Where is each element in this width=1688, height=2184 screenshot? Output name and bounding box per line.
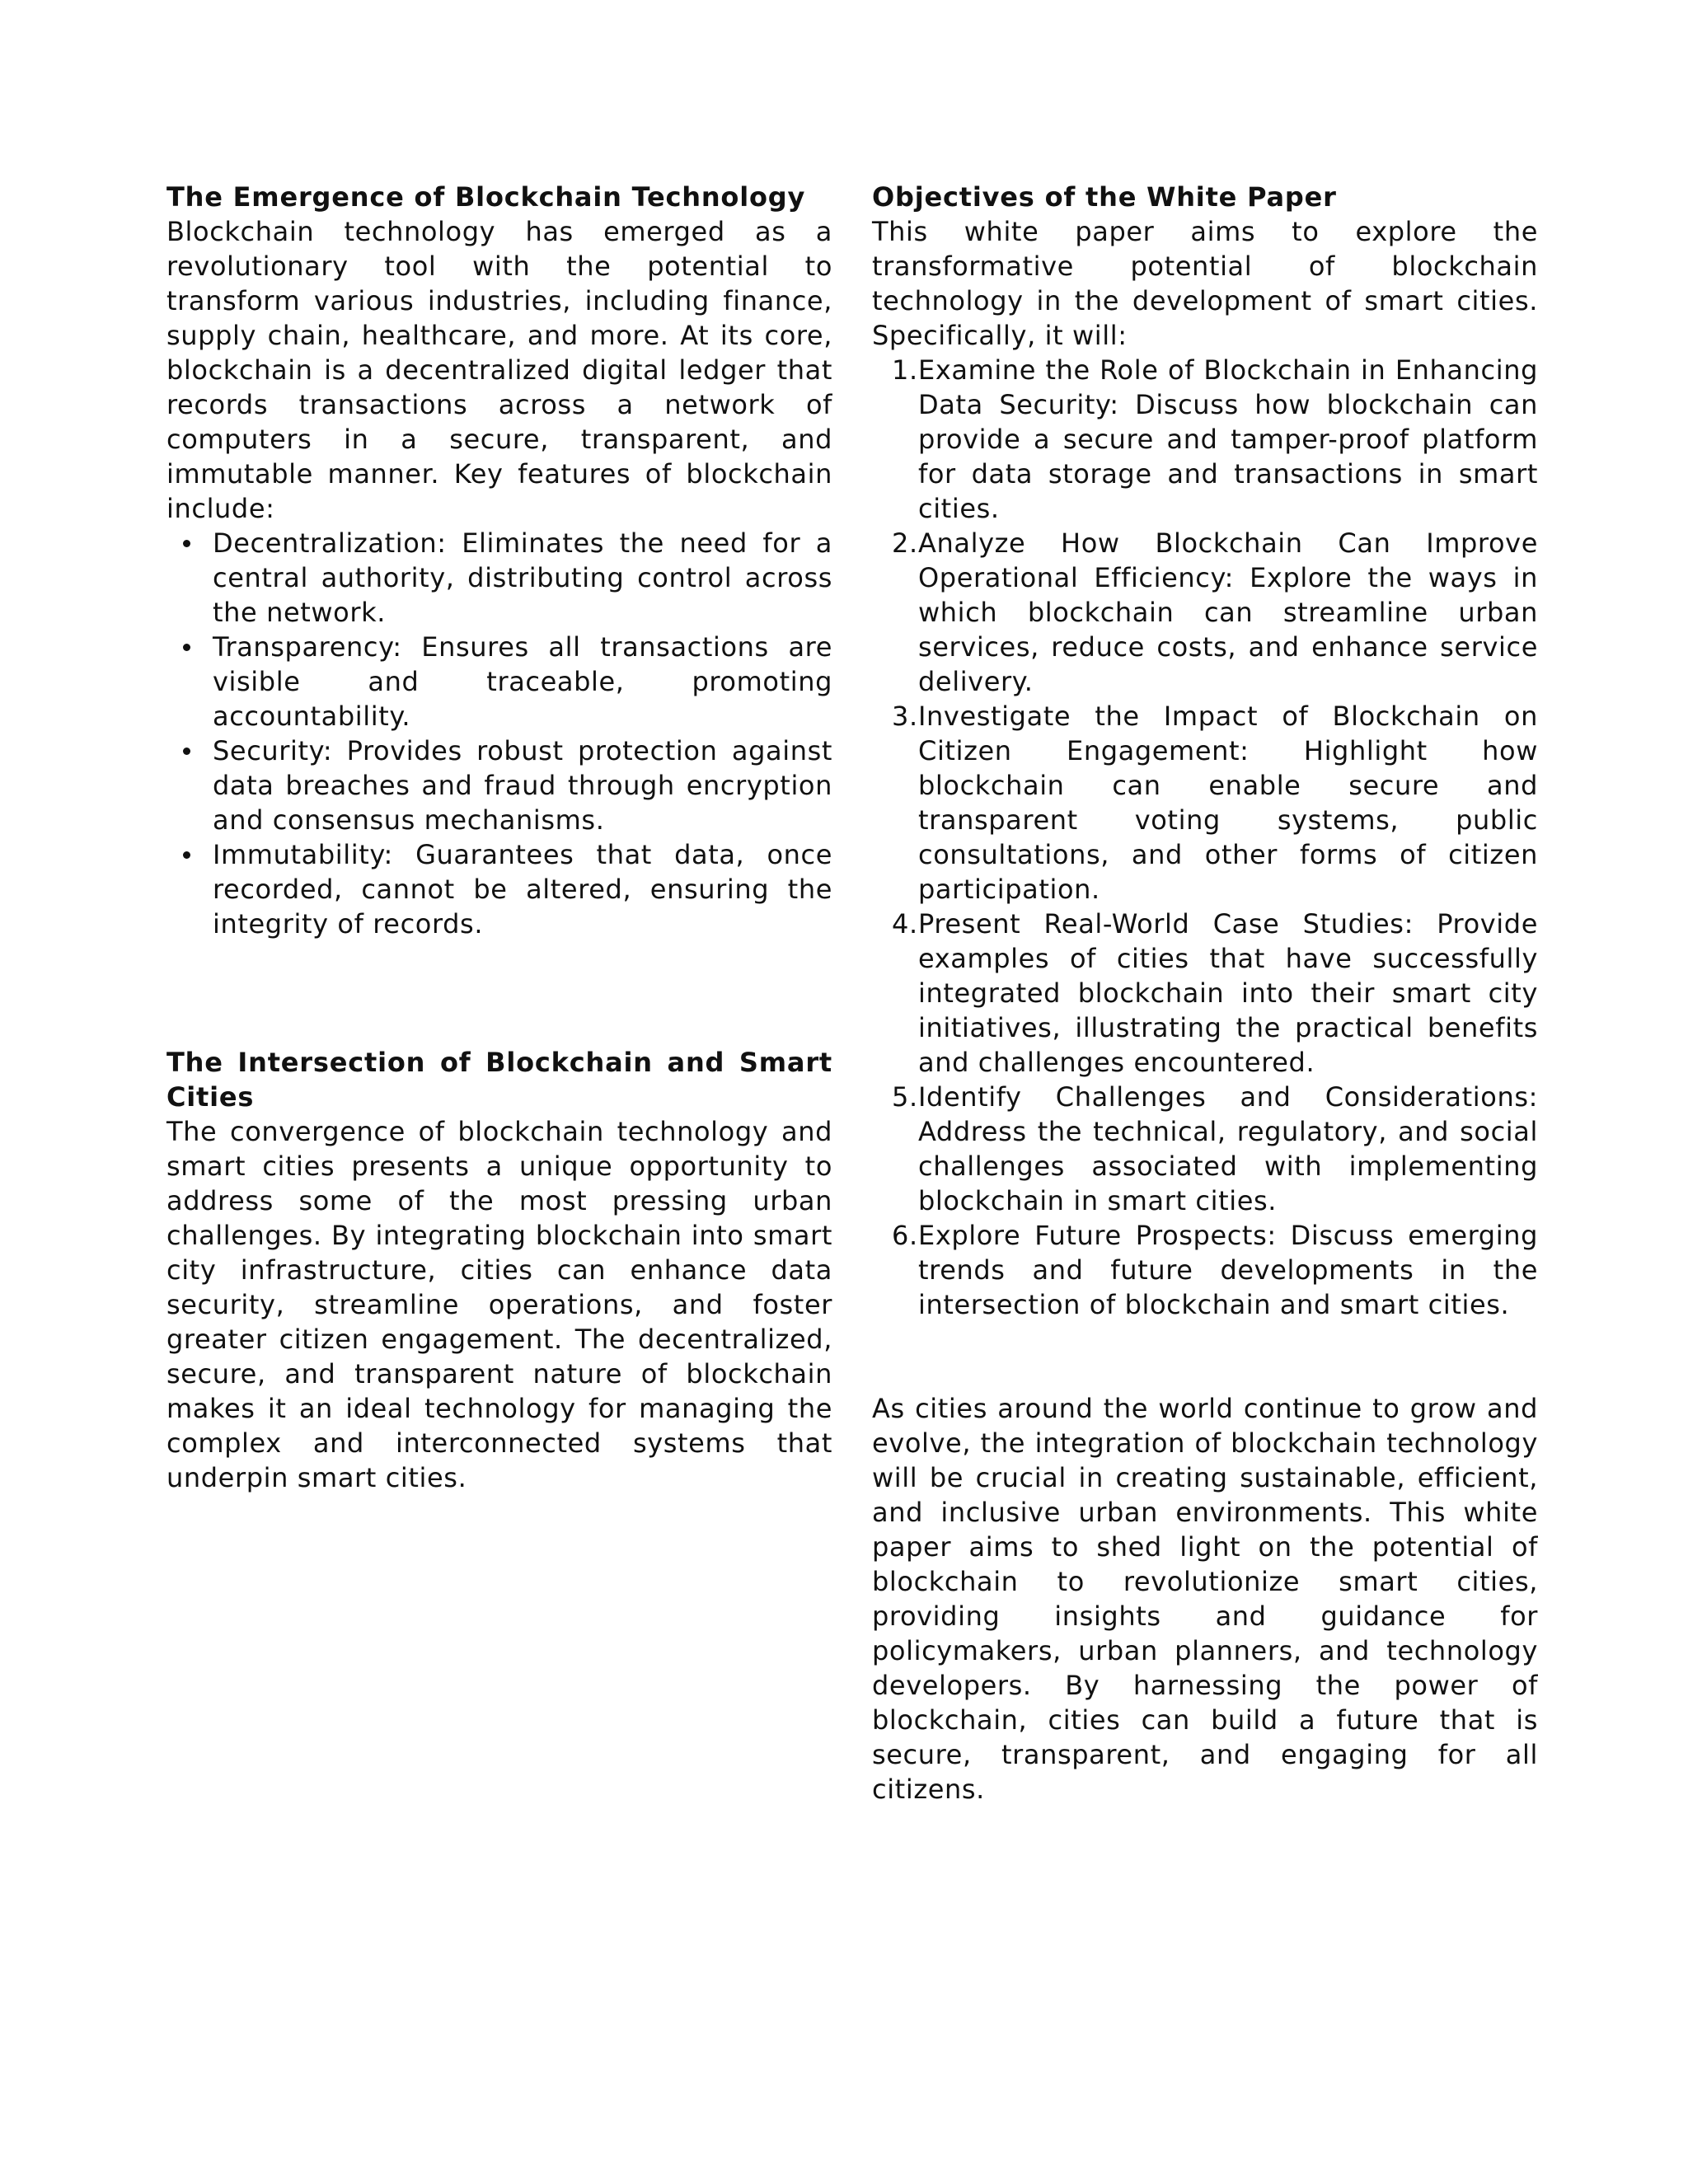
conclusion-paragraph: As cities around the world continue to grow and evolve, the integration of blockchain technology will be crucial in creating sustainable, efficient, and inclusive urban environments. This white paper aims to shed light on the potential of blockchain to revolutionize smart cities, providing insights and guidance for policymakers, urban planners, and technology developers. By harnessing the power of blockchain, cities can build a future that is secure, transparent, and engaging for all citizens. [872,1393,1538,1805]
feature-bullet-list [166,526,832,941]
section-intro-emergence: Blockchain technology has emerged as a revolutionary tool with the potential to transform various industries, including finance, supply chain, healthcare, and more. At its core, blockchain is a decentralized digital ledger that records transactions across a network of computers in a secure, transparent, and immutable manner. Key features of blockchain include: [166,216,832,524]
item-text: Investigate the Impact of Blockchain on Citizen Engagement: Highlight how blockchain can enable secure and transparent voting systems, public consultations, and other forms of citizen participation. [918,701,1538,905]
item-number: 1. [892,354,918,386]
item-text: Analyze How Blockchain Can Improve Operational Efficiency: Explore the ways in which blockchain can streamline urban services, reduce costs, and enhance service delivery. [918,527,1538,697]
section-heading-objectives: Objectives of the White Paper [872,181,1337,213]
item-number: 2. [892,527,918,559]
numbered-item [872,526,1538,699]
right-column [872,180,1538,1807]
section-spacer [166,941,832,1045]
bullet-item: Decentralization: Eliminates the need for a central authority, distributing control across the network. [166,526,832,630]
numbered-item [872,699,1538,907]
numbered-item [872,1218,1538,1322]
item-number: 5. [892,1081,918,1113]
item-number: 3. [892,701,918,732]
numbered-item [872,1080,1538,1218]
item-text: Present Real-World Case Studies: Provide examples of cities that have successfully integrated blockchain into their smart city initiatives, illustrating the practical benefits and challenges encountered. [918,908,1538,1078]
section-body-intersection: The convergence of blockchain technology and smart cities presents a unique opportunity to address some of the most pressing urban challenges. By integrating blockchain into smart city infrastructure, cities can enhance data security, streamline operations, and foster greater citizen engagement. The decentralized, secure, and transparent nature of blockchain makes it an ideal technology for managing the complex and interconnected systems that underpin smart cities. [166,1116,832,1493]
section-heading-emergence: The Emergence of Blockchain Technology [166,181,806,213]
item-number: 4. [892,908,918,940]
item-text: Identify Challenges and Considerations: Address the technical, regulatory, and social challenges associated with implementing blockchain in smart cities. [918,1081,1538,1216]
item-text: Explore Future Prospects: Discuss emerging trends and future developments in the intersection of blockchain and smart cities. [918,1220,1538,1320]
left-column [166,180,832,1495]
item-number: 6. [892,1220,918,1251]
section-spacer [872,1322,1538,1391]
section-heading-intersection: The Intersection of Blockchain and Smart Cities [166,1047,832,1113]
section-intro-objectives: This white paper aims to explore the transformative potential of blockchain technology in the development of smart cities. Specifically, it will: [872,216,1538,351]
bullet-item: Security: Provides robust protection against data breaches and fraud through encryption and consensus mechanisms. [166,733,832,837]
numbered-item [872,907,1538,1080]
objectives-numbered-list [872,353,1538,1322]
bullet-item: Transparency: Ensures all transactions are visible and traceable, promoting accountability. [166,630,832,733]
item-text: Examine the Role of Blockchain in Enhancing Data Security: Discuss how blockchain can provide a secure and tamper-proof platform for data storage and transactions in smart cities. [918,354,1538,524]
bullet-item: Immutability: Guarantees that data, once recorded, cannot be altered, ensuring the integrity of records. [166,837,832,941]
numbered-item [872,353,1538,526]
